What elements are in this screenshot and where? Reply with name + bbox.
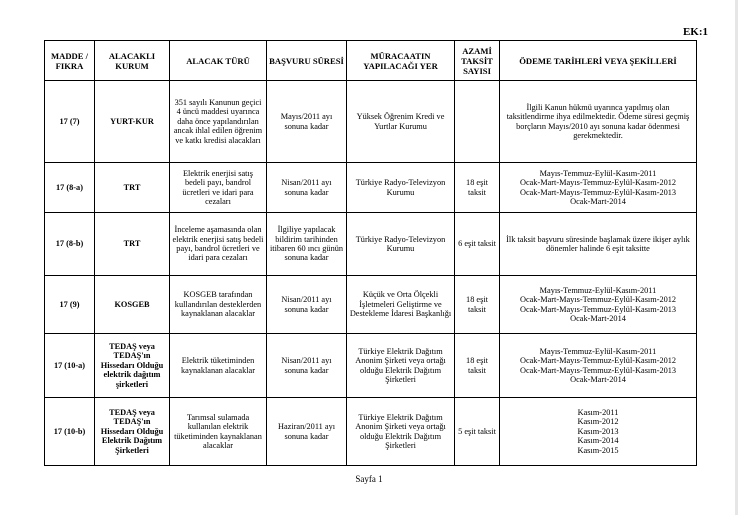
cell-tur: KOSGEB tarafından kullandırılan desteklerden kaynaklanan alacaklar	[170, 276, 267, 334]
odeme-line: Ocak-Mart-Mayıs-Temmuz-Eylül-Kasım-2013	[519, 304, 677, 314]
header-madde: MADDE / FIKRA	[45, 41, 95, 81]
cell-yer: Türkiye Elektrik Dağıtım Anonim Şirketi veya ortağı olduğu Elektrik Dağıtım Şirketleri	[347, 398, 455, 466]
odeme-line: Kasım-2015	[577, 445, 619, 455]
cell-tur: 351 sayılı Kanunun geçici 4 üncü maddesi uyarınca daha önce yapılandırılan ancak ihlal edilen öğrenim ve katkı kredisi alacakları	[170, 81, 267, 163]
cell-madde: 17 (9)	[45, 276, 95, 334]
header-tur: ALACAK TÜRÜ	[170, 41, 267, 81]
table-row	[45, 398, 697, 466]
cell-kurum: KOSGEB	[95, 276, 170, 334]
cell-tur: Tarımsal sulamada kullanılan elektrik tüketiminden kaynaklanan alacaklar	[170, 398, 267, 466]
table-header-row	[45, 41, 697, 81]
cell-sure: Haziran/2011 ayı sonuna kadar	[267, 398, 347, 466]
table-row	[45, 81, 697, 163]
cell-taksit: 18 eşit taksit	[455, 276, 500, 334]
odeme-line: Ocak-Mart-2014	[570, 196, 626, 206]
cell-madde: 17 (10-a)	[45, 334, 95, 398]
cell-odeme	[500, 398, 697, 466]
cell-odeme	[500, 213, 697, 276]
odeme-line: Ocak-Mart-Mayıs-Temmuz-Eylül-Kasım-2012	[519, 295, 677, 305]
cell-kurum: TEDAŞ veya TEDAŞ'ın Hissedarı Olduğu elektrik dağıtım şirketleri	[95, 334, 170, 398]
table-row	[45, 163, 697, 213]
odeme-line: Ocak-Mart-Mayıs-Temmuz-Eylül-Kasım-2012	[519, 178, 677, 188]
installment-table	[44, 40, 697, 466]
header-sure: BAŞVURU SÜRESİ	[267, 41, 347, 81]
odeme-line: Ocak-Mart-Mayıs-Temmuz-Eylül-Kasım-2013	[519, 365, 677, 375]
cell-odeme	[500, 163, 697, 213]
cell-taksit: 18 eşit taksit	[455, 163, 500, 213]
cell-taksit	[455, 81, 500, 163]
odeme-line: Mayıs-Temmuz-Eylül-Kasım-2011	[539, 168, 657, 178]
cell-yer: Küçük ve Orta Ölçekli İşletmeleri Geliştirme ve Destekleme İdaresi Başkanlığı	[347, 276, 455, 334]
cell-kurum: TEDAŞ veya TEDAŞ'ın Hissedarı Olduğu Elektrik Dağıtım Şirketleri	[95, 398, 170, 466]
page-number: Sayfa 1	[355, 474, 383, 484]
cell-tur: Elektrik tüketiminden kaynaklanan alacaklar	[170, 334, 267, 398]
table-row	[45, 334, 697, 398]
cell-yer: Yüksek Öğrenim Kredi ve Yurtlar Kurumu	[347, 81, 455, 163]
cell-kurum: TRT	[95, 213, 170, 276]
cell-madde: 17 (10-b)	[45, 398, 95, 466]
odeme-line: İlgili Kanun hükmü uyarınca yapılmış olan taksitlendirme ihya edilmektedir. Ödeme süresi geçmiş borçların Mayıs/2010 ayı sonuna kadar ödenmesi gerekmektedir.	[506, 102, 690, 140]
odeme-line: Kasım-2011	[577, 407, 619, 417]
cell-tur: Elektrik enerjisi satış bedeli payı, bandrol ücretleri ve idari para cezaları	[170, 163, 267, 213]
odeme-line: Kasım-2013	[577, 426, 619, 436]
odeme-line: Ocak-Mart-Mayıs-Temmuz-Eylül-Kasım-2013	[519, 187, 677, 197]
header-kurum: ALACAKLI KURUM	[95, 41, 170, 81]
odeme-line: Ocak-Mart-2014	[570, 374, 626, 384]
cell-yer: Türkiye Radyo-Televizyon Kurumu	[347, 163, 455, 213]
odeme-line: Mayıs-Temmuz-Eylül-Kasım-2011	[539, 346, 657, 356]
cell-sure: Nisan/2011 ayı sonuna kadar	[267, 276, 347, 334]
cell-taksit: 5 eşit taksit	[455, 398, 500, 466]
cell-madde: 17 (7)	[45, 81, 95, 163]
cell-odeme	[500, 334, 697, 398]
header-taksit: AZAMİ TAKSİT SAYISI	[455, 41, 500, 81]
header-yer: MÜRACAATIN YAPILACAĞI YER	[347, 41, 455, 81]
cell-tur: İnceleme aşamasında olan elektrik enerjisi satış bedeli payı, bandrol ücretleri ve idari para cezaları	[170, 213, 267, 276]
odeme-line: Ocak-Mart-2014	[570, 313, 626, 323]
cell-sure: Nisan/2011 ayı sonuna kadar	[267, 163, 347, 213]
cell-yer: Türkiye Radyo-Televizyon Kurumu	[347, 213, 455, 276]
cell-madde: 17 (8-a)	[45, 163, 95, 213]
odeme-line: Kasım-2012	[577, 417, 619, 427]
cell-odeme	[500, 81, 697, 163]
header-odeme: ÖDEME TARİHLERİ VEYA ŞEKİLLERİ	[500, 41, 697, 81]
cell-sure: Mayıs/2011 ayı sonuna kadar	[267, 81, 347, 163]
cell-sure: İlgiliye yapılacak bildirim tarihinden itibaren 60 ıncı günün sonuna kadar	[267, 213, 347, 276]
cell-sure: Nisan/2011 ayı sonuna kadar	[267, 334, 347, 398]
cell-madde: 17 (8-b)	[45, 213, 95, 276]
cell-taksit: 18 eşit taksit	[455, 334, 500, 398]
cell-taksit: 6 eşit taksit	[455, 213, 500, 276]
table-row	[45, 213, 697, 276]
cell-odeme	[500, 276, 697, 334]
cell-kurum: YURT-KUR	[95, 81, 170, 163]
odeme-line: Ocak-Mart-Mayıs-Temmuz-Eylül-Kasım-2012	[519, 356, 677, 366]
odeme-line: Mayıs-Temmuz-Eylül-Kasım-2011	[539, 285, 657, 295]
odeme-line: Kasım-2014	[577, 436, 619, 446]
annex-label: EK:1	[682, 26, 708, 38]
odeme-line: İlk taksit başvuru süresinde başlamak üzere ikişer aylık dönemler halinde 6 eşit taksitte	[506, 234, 690, 253]
cell-yer: Türkiye Elektrik Dağıtım Anonim Şirketi veya ortağı olduğu Elektrik Dağıtım Şirketleri	[347, 334, 455, 398]
table-row	[45, 276, 697, 334]
cell-kurum: TRT	[95, 163, 170, 213]
